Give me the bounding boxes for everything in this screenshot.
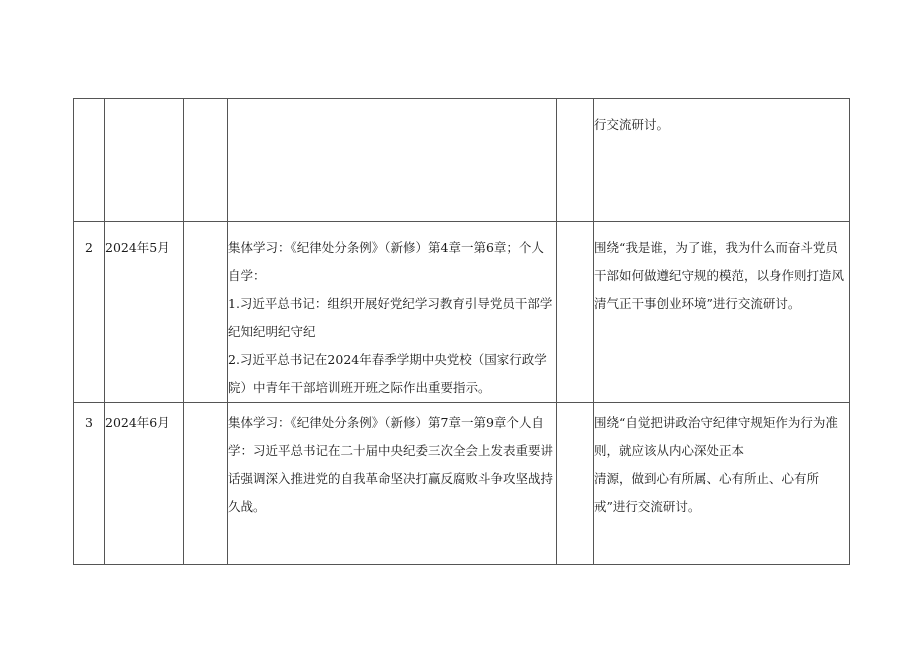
row-number-cell: 3: [74, 403, 105, 565]
blank-cell: [557, 403, 594, 565]
row-number-cell: 2: [74, 222, 105, 403]
content-line: 1.习近平总书记：组织开展好党纪学习教育引导党员干部学纪知纪明纪守纪: [228, 296, 553, 339]
date-cell: 2024年5月: [105, 222, 184, 403]
content-line: 集体学习：《纪律处分条例》（新修）第7章一第9章个人自学：习近平总书记在二十届中央纪委三次全会上发表重要讲话强调深入推进党的自我革命坚决打赢反腐败斗争攻坚战持久战。: [228, 415, 554, 514]
blank-cell: [184, 99, 228, 222]
study-plan-table: [73, 98, 850, 565]
topic-line: 清源，做到心有所属、心有所止、心有所戒”进行交流研讨。: [594, 471, 820, 514]
discussion-topic-cell: [594, 403, 850, 565]
date-cell: 2024年6月: [105, 403, 184, 565]
discussion-topic-cell: [594, 99, 850, 222]
content-line: 2.习近平总书记在2024年春季学期中央党校（国家行政学院）中青年干部培训班开班之际作出重要指示。: [228, 352, 547, 395]
blank-cell: [184, 222, 228, 403]
table-row: [74, 222, 850, 403]
topic-line: 行交流研讨。: [594, 117, 670, 132]
topic-line: 围绕“自觉把讲政治守纪律守规矩作为行为准则，就应该从内心深处正本: [594, 415, 838, 458]
date-cell: [105, 99, 184, 222]
blank-cell: [184, 403, 228, 565]
study-content-cell: [228, 99, 557, 222]
blank-cell: [557, 99, 594, 222]
study-content-cell: [228, 403, 557, 565]
blank-cell: [557, 222, 594, 403]
table-row: [74, 99, 850, 222]
content-line: 集体学习：《纪律处分条例》（新修）第4章一第6章；个人自学：: [228, 240, 544, 283]
table-row: [74, 403, 850, 565]
discussion-topic-cell: [594, 222, 850, 403]
topic-line: 围绕“我是谁，为了谁，我为什么而奋斗党员干部如何做遵纪守规的模范，以身作则打造风清气正干事创业环境”进行交流研讨。: [594, 240, 845, 311]
study-content-cell: [228, 222, 557, 403]
row-number-cell: [74, 99, 105, 222]
